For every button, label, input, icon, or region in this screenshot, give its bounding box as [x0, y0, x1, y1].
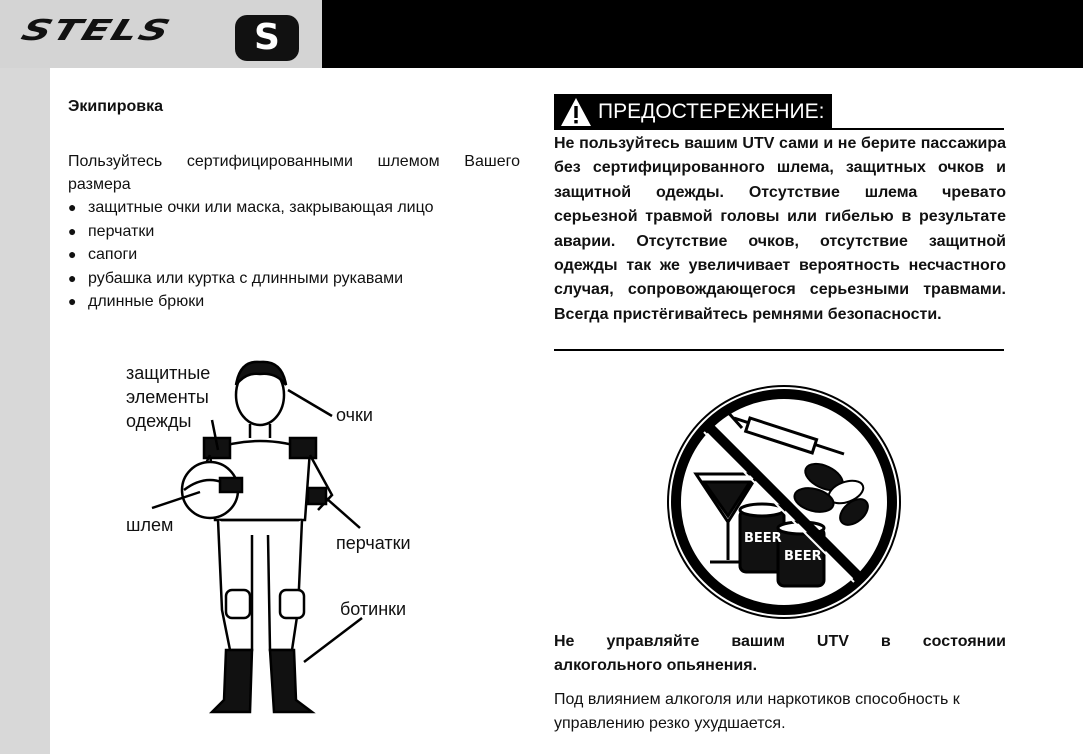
section-title: Экипировка — [68, 98, 164, 115]
label-goggles: очки — [336, 405, 373, 425]
no-alcohol-drugs-sign — [664, 382, 904, 622]
page-header — [0, 0, 1083, 68]
equipment-intro: Пользуйтесь сертифицированными шлемом Вашего размера — [68, 153, 520, 193]
warning-text — [554, 132, 1006, 327]
warning-header — [554, 94, 1004, 130]
list-item: ● сапоги — [68, 243, 433, 267]
brand-badge-icon: S — [235, 15, 299, 61]
warning-rule — [554, 128, 1004, 130]
warning-tag — [554, 94, 832, 130]
side-strip — [0, 68, 50, 754]
can-label-2: BEER — [784, 549, 822, 564]
warning-body-last: Всегда пристёгивайтесь ремнями безопасности. — [554, 305, 942, 323]
label-protective-line3: одежды — [126, 411, 192, 431]
label-protective-line2: элементы — [126, 387, 209, 407]
warning-bottom-rule — [554, 349, 1004, 351]
list-item: ● защитные очки или маска, закрывающая лицо — [68, 196, 433, 220]
bullet-icon: ● — [68, 199, 77, 215]
alcohol-warning-line1: Не управляйте вашим UTV в состоянии — [554, 633, 1006, 650]
bullet-icon: ● — [68, 246, 77, 262]
brand-wordmark: STELS — [17, 14, 176, 48]
alcohol-warning — [554, 630, 1006, 678]
bullet-icon: ● — [68, 269, 77, 286]
warning-body: Не пользуйтесь вашим UTV сами и не берите пассажира без сертифицированного шлема, защитных очков и защитной одежды. Отсутствие шлема чревато серьезной травмой головы или гибелью в результате аварии. Отсутствие очков, отсутствие защитной одежды так же увеличивает вероятность несчастного случая, сопровождающегося серьезными травмами. — [554, 135, 1006, 299]
list-item: ● перчатки — [68, 220, 433, 244]
label-protective-line1: защитные — [126, 363, 211, 383]
label-boots: ботинки — [340, 599, 407, 619]
list-item: ● длинные брюки — [68, 290, 433, 314]
equipment-list — [68, 196, 433, 314]
logo — [0, 0, 322, 68]
warning-tag-label: ПРЕДОСТЕРЕЖЕНИЕ: — [598, 100, 825, 123]
bullet-icon: ● — [68, 293, 77, 309]
label-helmet: шлем — [126, 515, 174, 535]
bullet-icon: ● — [68, 222, 77, 239]
list-item: ● рубашка или куртка с длинными рукавами — [68, 267, 433, 291]
can-label-1: BEER — [744, 531, 782, 546]
alcohol-note: Под влиянием алкоголя или наркотиков способность к управлению резко ухудшается. — [554, 691, 960, 732]
no-alcohol-icon — [664, 382, 904, 622]
warning-triangle-icon — [560, 97, 592, 127]
alcohol-warning-line2: алкогольного опьянения. — [554, 657, 758, 674]
rider-illustration — [100, 350, 440, 730]
label-gloves: перчатки — [336, 533, 411, 553]
